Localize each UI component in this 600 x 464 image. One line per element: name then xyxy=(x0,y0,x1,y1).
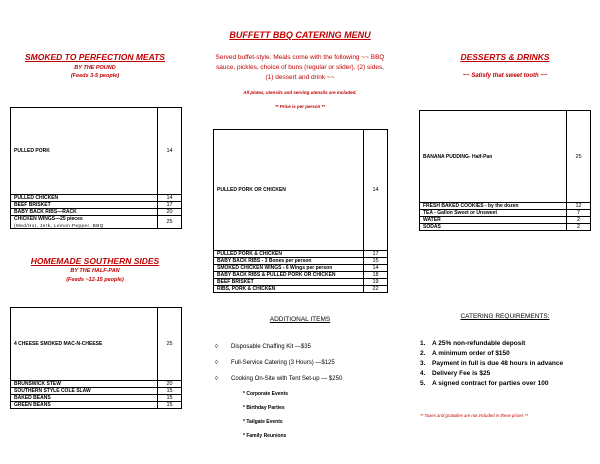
additional-item xyxy=(215,376,405,382)
requirement-item xyxy=(420,360,563,367)
item-name: BAKED BEANS xyxy=(11,395,158,402)
item-name: PULLED CHICKEN xyxy=(11,195,158,202)
table-row xyxy=(11,202,182,209)
item-price: 22 xyxy=(364,286,388,293)
item-name: SOUTHERN STYLE COLE SLAW xyxy=(11,388,158,395)
sides-feeds: (Feeds ~12-15 people) xyxy=(66,277,124,283)
item-name: RIBS, PORK & CHICKEN xyxy=(214,286,364,293)
event-type: * Family Reunions xyxy=(243,433,287,439)
diamond-bullet-icon: ◊ xyxy=(215,360,218,366)
additional-item xyxy=(215,360,405,366)
requirement-item xyxy=(420,340,525,347)
item-price: 15 xyxy=(158,395,182,402)
item-price: 15 xyxy=(158,402,182,409)
item-name: BRUNSWICK STEW xyxy=(11,381,158,388)
item-name: CHICKEN WINGS—25 pieces xyxy=(14,216,83,222)
sides-heading: HOMEMADE SOUTHERN SIDES xyxy=(30,256,160,266)
item-name: GREEN BEANS xyxy=(11,402,158,409)
item-name: BABY BACK RIBS - 3 Bones per person xyxy=(214,258,364,265)
item-price: 14 xyxy=(158,108,182,195)
item-price: 14 xyxy=(364,265,388,272)
table-row xyxy=(420,224,591,231)
table-row xyxy=(11,395,182,402)
table-row xyxy=(214,251,388,258)
desserts-tagline: ~~ Satisfy that sweet tooth ~~ xyxy=(462,73,548,79)
additional-item-label: Full-Service Catering (3 Hours) —$125 xyxy=(231,360,335,366)
item-name: SMOKED CHICKEN WINGS - 6 Wings per person xyxy=(214,265,364,272)
diamond-bullet-icon: ◊ xyxy=(215,376,218,382)
item-name: BEEF BRISKET xyxy=(11,202,158,209)
item-name: FRESH BAKED COOKIES - by the dozen xyxy=(420,203,567,210)
intro-note: All plates, utensils and serving utensils are included. xyxy=(243,90,357,95)
item-price: 15 xyxy=(364,258,388,265)
item-price: 17 xyxy=(364,251,388,258)
item-name: WATER xyxy=(420,217,567,224)
additional-item-label: Disposable Chaffing Kit —$35 xyxy=(231,344,311,350)
item-name: BABY BACK RIBS—RACK xyxy=(11,209,158,216)
requirement-item xyxy=(420,350,510,357)
diamond-bullet-icon: ◊ xyxy=(215,344,218,350)
item-price: 14 xyxy=(158,195,182,202)
table-row xyxy=(420,111,591,203)
event-type: * Birthday Parties xyxy=(243,405,285,411)
item-name: 4 CHEESE SMOKED MAC-N-CHEESE xyxy=(11,308,158,381)
requirement-item xyxy=(420,380,548,387)
table-row xyxy=(11,308,182,381)
table-row xyxy=(11,402,182,409)
item-name: PULLED PORK xyxy=(11,108,158,195)
item-price: 18 xyxy=(364,272,388,279)
menu-title: BUFFETT BBQ CATERING MENU xyxy=(229,30,371,40)
item-price: 17 xyxy=(158,202,182,209)
additional-heading: ADDITIONAL ITEMS xyxy=(269,316,331,323)
requirement-number: 5. xyxy=(420,380,426,387)
table-row xyxy=(11,195,182,202)
item-price: 2 xyxy=(567,217,591,224)
requirements-footnote: ** Taxes and gratuities are not included in these prices ** xyxy=(420,413,529,418)
item-name: PULLED PORK & CHICKEN xyxy=(214,251,364,258)
plates-table xyxy=(213,129,388,293)
requirement-text: A 25% non-refundable deposit xyxy=(432,340,526,347)
table-row xyxy=(11,388,182,395)
item-price: 25 xyxy=(158,308,182,381)
additional-item xyxy=(215,344,405,350)
table-row xyxy=(420,210,591,217)
table-row xyxy=(11,216,182,229)
table-row xyxy=(214,130,388,251)
item-price: 12 xyxy=(567,203,591,210)
table-row xyxy=(11,108,182,195)
price-note: ** Price is per person ** xyxy=(274,104,326,109)
requirement-text: A minimum order of $150 xyxy=(432,350,510,357)
item-price: 2 xyxy=(567,224,591,231)
item-price: 15 xyxy=(158,388,182,395)
table-row xyxy=(420,217,591,224)
item-name: BABY BACK RIBS & PULLED PORK OR CHICKEN xyxy=(214,272,364,279)
requirement-number: 2. xyxy=(420,350,426,357)
sides-table xyxy=(10,307,182,409)
meats-table xyxy=(10,107,182,229)
item-price: 25 xyxy=(158,216,182,229)
meats-heading: SMOKED TO PERFECTION MEATS xyxy=(25,52,165,62)
item-name: BANANA PUDDING- Half-Pan xyxy=(420,111,567,203)
item-price: 20 xyxy=(158,209,182,216)
table-row xyxy=(11,209,182,216)
requirement-text: Delivery Fee is $25 xyxy=(432,370,491,377)
intro-text: Served buffet-style. Meals come with the following ~~ BBQ sauce, pickles, choice of buns (regular or slider), (2) sides, (1) dessert and drink ~~ xyxy=(215,54,385,81)
item-price: 7 xyxy=(567,210,591,217)
table-row xyxy=(214,265,388,272)
requirement-item xyxy=(420,370,490,377)
table-row xyxy=(214,272,388,279)
meats-unit: BY THE POUND xyxy=(74,65,116,71)
requirement-text: Payment in full is due 48 hours in advance xyxy=(432,360,564,367)
item-price: 19 xyxy=(364,279,388,286)
item-note: (Med/Hot, Jerk, Lemon Pepper, BBQ xyxy=(14,223,104,228)
table-row xyxy=(420,203,591,210)
requirement-number: 4. xyxy=(420,370,426,377)
desserts-heading: DESSERTS & DRINKS xyxy=(460,52,550,62)
item-name: SODAS xyxy=(420,224,567,231)
table-row xyxy=(214,279,388,286)
additional-item-label: Cooking On-Site with Tent Set-up — $250 xyxy=(231,376,343,382)
item-name: BEEF BRISKET xyxy=(214,279,364,286)
item-price: 14 xyxy=(364,130,388,251)
item-name: PULLED PORK OR CHICKEN xyxy=(214,130,364,251)
table-row xyxy=(11,381,182,388)
item-name: TEA - Gallon Sweet or Unsweet xyxy=(420,210,567,217)
table-row xyxy=(214,286,388,293)
item-price: 20 xyxy=(158,381,182,388)
sides-unit: BY THE HALF-PAN xyxy=(70,268,120,274)
requirement-text: A signed contract for parties over 100 xyxy=(432,380,549,387)
desserts-table xyxy=(419,110,591,231)
meats-feeds: (Feeds 3-5 people) xyxy=(70,73,120,79)
item-price: 25 xyxy=(567,111,591,203)
requirement-number: 1. xyxy=(420,340,426,347)
event-type: * Tailgate Events xyxy=(243,419,283,425)
requirement-number: 3. xyxy=(420,360,426,367)
event-type: * Corporate Events xyxy=(243,391,289,397)
requirements-heading: CATERING REQUIREMENTS: xyxy=(460,313,550,320)
table-row xyxy=(214,258,388,265)
